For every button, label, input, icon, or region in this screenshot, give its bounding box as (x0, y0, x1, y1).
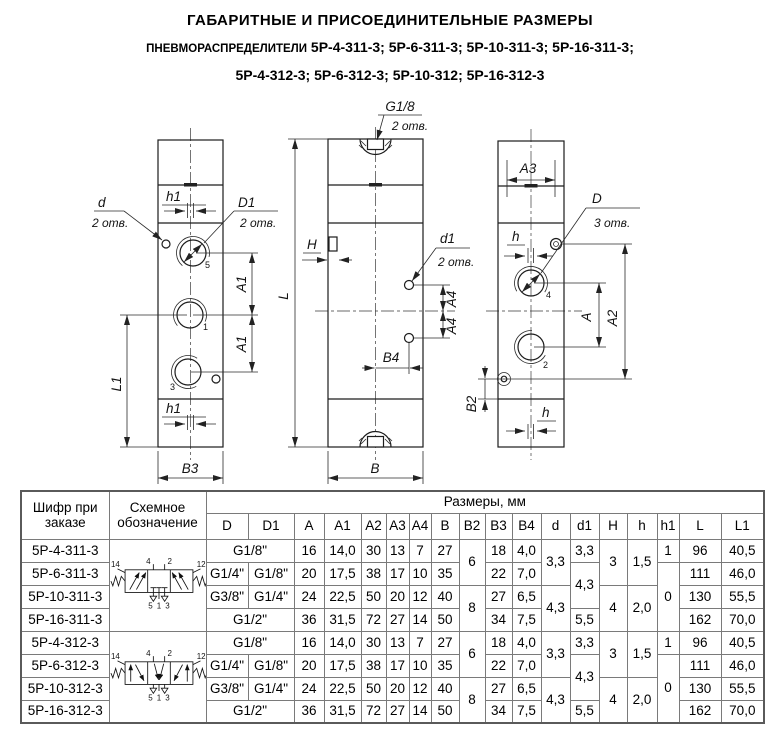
symbol-port-4: 4 (145, 649, 151, 659)
symbol-port-4: 4 (145, 557, 151, 567)
pilot-hole-d1-upper (405, 281, 414, 290)
front-view (276, 99, 474, 484)
col-A2: A2 (361, 513, 386, 539)
table-row: 5Р-10-312-3 G3/8" G1/4" 24 22,5 50 20 12 40 8 27 6,5 4,3 4 2,0 130 55,5 (21, 677, 764, 700)
cell-D-D1: G1/2" (206, 608, 294, 631)
col-A4: A4 (409, 513, 431, 539)
order-code: 5Р-6-311-3 (21, 562, 109, 585)
col-L: L (679, 513, 721, 539)
symbol-port-5: 5 (147, 693, 153, 703)
symbol-port-12: 12 (196, 560, 206, 570)
dim-G18-holes: 2 отв. (391, 119, 429, 133)
dim-D1-label: D1 (238, 195, 256, 210)
symbol-port-3: 3 (164, 693, 170, 703)
col-D1: D1 (248, 513, 294, 539)
valve-symbol-312 (110, 647, 207, 703)
spring-left (110, 577, 124, 586)
dim-h1-top-label: h1 (166, 189, 182, 204)
symbol-port-12: 12 (196, 651, 206, 661)
header-sizes: Размеры, мм (206, 491, 764, 513)
dim-A3-label: A3 (519, 161, 537, 176)
spring-right (192, 668, 206, 677)
models-line1: 5Р-4-311-3; 5Р-6-311-3; 5Р-10-311-3; 5Р-16-311-3; (310, 39, 634, 55)
order-code: 5Р-10-312-3 (21, 677, 109, 700)
sheet-header (10, 8, 770, 83)
spring-right (192, 577, 206, 586)
table-row: 5Р-10-311-3 G3/8" G1/4" 24 22,5 50 20 12 40 8 27 6,5 4,3 4 2,0 130 55,5 (21, 585, 764, 608)
cell-D-D1: G1/8" (206, 631, 294, 654)
col-h: h (627, 513, 657, 539)
table-row: 5Р-16-312-3 G1/2" 36 31,5 72 27 14 50 34 7,5 5,5 162 70,0 (21, 700, 764, 723)
cell-D-D1: G1/2" (206, 700, 294, 723)
table-row: 5Р-16-311-3 G1/2" 36 31,5 72 27 14 50 34 7,5 5,5 162 70,0 (21, 608, 764, 631)
table-row: 5Р-6-311-3 G1/4" G1/8" 20 17,5 38 17 10 35 22 7,0 4,3 0 111 46,0 (21, 562, 764, 585)
dim-G18-label: G1/8 (385, 99, 415, 114)
order-code: 5Р-16-312-3 (21, 700, 109, 723)
dim-A4-lower-label: A4 (444, 317, 459, 335)
dim-A1-upper-label: A1 (234, 275, 249, 293)
dim-A-label: A (579, 312, 594, 322)
port-2-number: 2 (543, 360, 549, 370)
col-d: d (541, 513, 570, 539)
dim-B4-label: B4 (382, 350, 400, 365)
dim-B2-label: B2 (464, 395, 479, 413)
technical-drawing (0, 92, 780, 494)
locating-tab (329, 237, 337, 251)
symbol-port-14: 14 (110, 560, 120, 570)
dim-h-top-label: h (512, 229, 520, 244)
valve-symbol-311 (110, 555, 207, 611)
col-D: D (206, 513, 248, 539)
col-B2: B2 (459, 513, 485, 539)
dimension-table (20, 490, 765, 724)
order-code: 5Р-10-311-3 (21, 585, 109, 608)
dim-D1-holes: 2 отв. (240, 216, 277, 230)
symbol-port-5: 5 (147, 601, 153, 611)
col-L1: L1 (721, 513, 764, 539)
dim-d-holes: 2 отв. (92, 216, 129, 230)
col-A: A (294, 513, 324, 539)
dim-A1-lower-label: A1 (234, 335, 249, 353)
symbol-port-3: 3 (164, 601, 170, 611)
subtitle-line1 (10, 39, 770, 55)
dim-B3-label: B3 (181, 461, 199, 476)
mount-hole-d2 (212, 375, 220, 383)
section-tick (184, 183, 197, 187)
symbol-port-1: 1 (156, 601, 161, 611)
pilot-hole-d1-lower (405, 334, 414, 343)
col-B3: B3 (485, 513, 512, 539)
table-row: 5Р-6-312-3 G1/4" G1/8" 20 17,5 38 17 10 35 22 7,0 4,3 0 111 46,0 (21, 654, 764, 677)
subtitle-prefix: ПНЕВМОРАСПРЕДЕЛИТЕЛИ (146, 43, 308, 55)
dim-L1-label: L1 (109, 376, 124, 392)
mount-hole-d (162, 240, 170, 248)
table-row: 5Р-4-312-3 4 2 14 12 5 1 3 G1/8" 16 14,0 30 13 7 27 6 18 4,0 3,3 3,3 3 1,5 1 96 40,5 (21, 631, 764, 654)
col-A3: A3 (386, 513, 409, 539)
subtitle-line2: 5Р-4-312-3; 5Р-6-312-3; 5Р-10-312; 5Р-16-312-3 (235, 67, 545, 83)
dim-A2-label: A2 (605, 309, 620, 327)
col-B4: B4 (512, 513, 541, 539)
col-h1: h1 (657, 513, 679, 539)
left-side-view (91, 128, 278, 484)
dim-D-holes: 3 отв. (594, 216, 631, 230)
dim-L-label: L (276, 292, 291, 300)
col-d1: d1 (570, 513, 599, 539)
dim-d1-holes: 2 отв. (438, 255, 475, 269)
order-code: 5Р-4-312-3 (21, 631, 109, 654)
order-code: 5Р-6-312-3 (21, 654, 109, 677)
port-4-number: 4 (546, 290, 552, 300)
port-5-number: 5 (205, 260, 211, 270)
dim-H-label: H (307, 237, 317, 252)
port-1-number: 1 (203, 322, 209, 332)
table-row: 5Р-4-311-3 4 2 14 12 5 1 3 G1/8" 16 14,0 30 13 7 27 6 18 4,0 3,3 3,3 3 1,5 1 96 40,5 (21, 539, 764, 562)
col-B: B (431, 513, 459, 539)
symbol-port-1: 1 (156, 693, 161, 703)
symbol-port-2: 2 (166, 649, 172, 659)
dim-A4-upper-label: A4 (444, 290, 459, 308)
symbol-port-14: 14 (110, 651, 120, 661)
cell-D-D1: G1/8" (206, 539, 294, 562)
dim-B-label: B (370, 461, 380, 476)
page-title: ГАБАРИТНЫЕ И ПРИСОЕДИНИТЕЛЬНЫЕ РАЗМЕРЫ (186, 12, 594, 29)
dim-h-bottom-label: h (542, 405, 550, 420)
dim-D-label: D (592, 191, 602, 206)
port-3-number: 3 (170, 382, 176, 392)
order-code: 5Р-4-311-3 (21, 539, 109, 562)
header-order-code: Шифр при заказе (21, 491, 109, 539)
dim-d1-label: d1 (440, 231, 456, 246)
dim-h1-bottom-label: h1 (166, 401, 182, 416)
symbol-port-2: 2 (166, 557, 172, 567)
spring-left (110, 668, 124, 677)
col-H: H (599, 513, 627, 539)
mount-hole-D-top (551, 239, 562, 250)
header-schematic: Схемное обозначение (109, 491, 206, 539)
col-A1: A1 (324, 513, 361, 539)
dim-d-label: d (98, 195, 106, 210)
order-code: 5Р-16-311-3 (21, 608, 109, 631)
valve-symbol-311-cell (109, 539, 206, 631)
right-side-view (464, 129, 640, 460)
valve-symbol-312-cell (109, 631, 206, 723)
